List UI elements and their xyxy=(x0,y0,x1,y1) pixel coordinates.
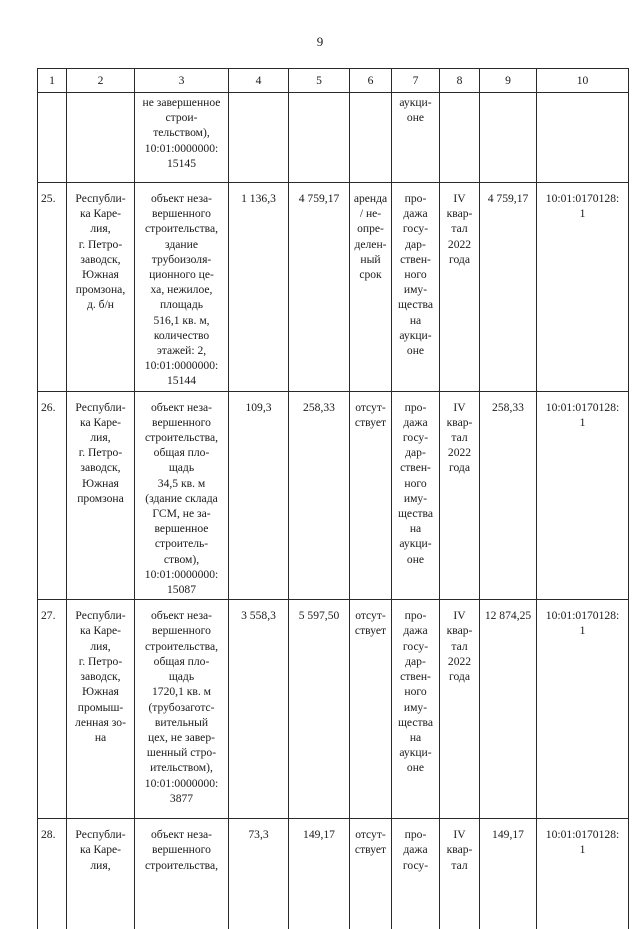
location-cell: Республи- ка Каре- лия, г. Петро- заводск, Южная промзона, д. б/н xyxy=(67,183,135,392)
term-cell: IV квар- тал 2022 года xyxy=(440,183,480,392)
method-cell: про- дажа госу- дар- ствен- ного иму- щества на аукци- оне xyxy=(392,391,440,600)
table-row xyxy=(38,391,629,600)
column-header: 4 xyxy=(229,69,289,93)
value-cell xyxy=(289,93,350,183)
cadastral-cell: 10:01:0170128: 1 xyxy=(537,391,629,600)
value-cell: 73,3 xyxy=(229,819,289,929)
cadastral-cell: 10:01:0170128: 1 xyxy=(537,183,629,392)
encumbrance-cell: отсут- ствует xyxy=(350,819,392,929)
column-header: 7 xyxy=(392,69,440,93)
encumbrance-cell: отсут- ствует xyxy=(350,391,392,600)
page-number: 9 xyxy=(316,34,324,49)
column-header: 2 xyxy=(67,69,135,93)
value-cell: 12 874,25 xyxy=(480,600,537,819)
property-table xyxy=(37,68,629,929)
location-cell: Республи- ка Каре- лия, г. Петро- заводск, Южная промыш- ленная зо- на xyxy=(67,600,135,819)
column-header: 10 xyxy=(537,69,629,93)
description-cell: объект неза- вершенного строительства, общая пло- щадь 34,5 кв. м (здание склада ГСМ, не за- вершенное строитель- ством), 10:01:0000000: 15087 xyxy=(135,391,229,600)
table-row xyxy=(38,93,629,183)
location-cell xyxy=(67,93,135,183)
column-header: 5 xyxy=(289,69,350,93)
table-row xyxy=(38,183,629,392)
method-cell: про- дажа госу- дар- ствен- ного иму- щества на аукци- оне xyxy=(392,600,440,819)
row-number: 28. xyxy=(38,819,67,929)
row-number: 25. xyxy=(38,183,67,392)
value-cell: 5 597,50 xyxy=(289,600,350,819)
value-cell: 109,3 xyxy=(229,391,289,600)
row-number: 26. xyxy=(38,391,67,600)
term-cell: IV квар- тал 2022 года xyxy=(440,391,480,600)
description-cell: объект неза- вершенного строительства, xyxy=(135,819,229,929)
column-header: 9 xyxy=(480,69,537,93)
value-cell: 149,17 xyxy=(289,819,350,929)
row-number xyxy=(38,93,67,183)
location-cell: Республи- ка Каре- лия, xyxy=(67,819,135,929)
header-row xyxy=(38,69,629,93)
column-header: 8 xyxy=(440,69,480,93)
encumbrance-cell xyxy=(350,93,392,183)
column-header: 1 xyxy=(38,69,67,93)
cadastral-cell xyxy=(537,93,629,183)
value-cell xyxy=(229,93,289,183)
encumbrance-cell: аренда / не- опре- делен- ный срок xyxy=(350,183,392,392)
method-cell: про- дажа госу- дар- ствен- ного иму- щества на аукци- оне xyxy=(392,183,440,392)
value-cell: 4 759,17 xyxy=(289,183,350,392)
table-row xyxy=(38,600,629,819)
column-header: 6 xyxy=(350,69,392,93)
value-cell: 149,17 xyxy=(480,819,537,929)
column-header: 3 xyxy=(135,69,229,93)
cadastral-cell: 10:01:0170128: 1 xyxy=(537,819,629,929)
method-cell: аукци- оне xyxy=(392,93,440,183)
value-cell: 258,33 xyxy=(289,391,350,600)
method-cell: про- дажа госу- xyxy=(392,819,440,929)
term-cell: IV квар- тал xyxy=(440,819,480,929)
description-cell: объект неза- вершенного строительства, здание трубоизоля- ционного це- ха, нежилое, площадь 516,1 кв. м, количество этажей: 2, 10:01:0000000: 15144 xyxy=(135,183,229,392)
table-row xyxy=(38,819,629,929)
value-cell: 4 759,17 xyxy=(480,183,537,392)
value-cell: 3 558,3 xyxy=(229,600,289,819)
location-cell: Республи- ка Каре- лия, г. Петро- заводск, Южная промзона xyxy=(67,391,135,600)
value-cell: 1 136,3 xyxy=(229,183,289,392)
value-cell: 258,33 xyxy=(480,391,537,600)
description-cell: объект неза- вершенного строительства, общая пло- щадь 1720,1 кв. м (трубозаготс- вительный цех, не завер- шенный стро- ительством), 10:01:0000000: 3877 xyxy=(135,600,229,819)
description-cell: не завершенное строи- тельством), 10:01:0000000: 15145 xyxy=(135,93,229,183)
encumbrance-cell: отсут- ствует xyxy=(350,600,392,819)
term-cell: IV квар- тал 2022 года xyxy=(440,600,480,819)
cadastral-cell: 10:01:0170128: 1 xyxy=(537,600,629,819)
row-number: 27. xyxy=(38,600,67,819)
term-cell xyxy=(440,93,480,183)
value-cell xyxy=(480,93,537,183)
